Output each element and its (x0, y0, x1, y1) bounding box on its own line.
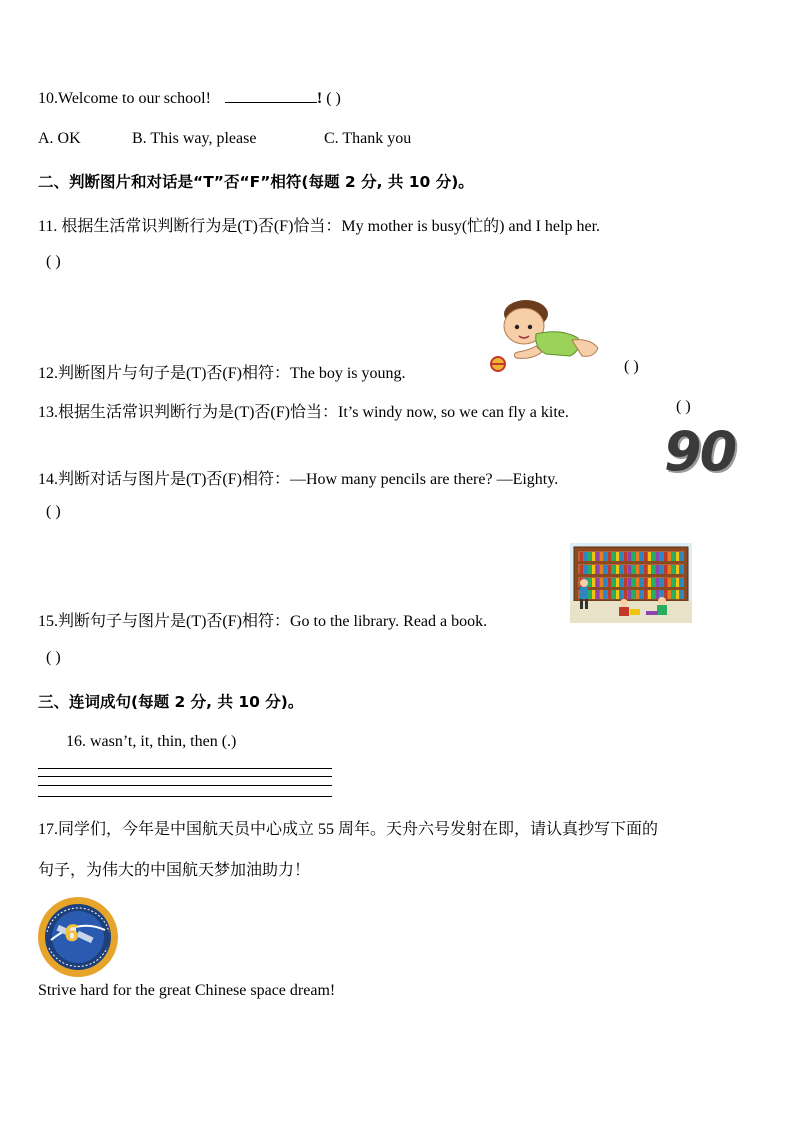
q17-line1: 17.同学们，今年是中国航天员中心成立 55 周年。天舟六号发射在即，请认真抄写下面的 (38, 821, 659, 838)
q13-text: 13.根据生活常识判断行为是(T)否(F)恰当：It’s windy now, so we can fly a kite. (38, 404, 569, 421)
q15-paren[interactable]: ( ) (46, 649, 61, 666)
q13-paren[interactable]: ( ) (676, 398, 691, 415)
q11-paren[interactable]: ( ) (46, 253, 61, 270)
q10-answer-blank[interactable] (225, 88, 317, 103)
q11-text: 11. 根据生活常识判断行为是(T)否(F)恰当：My mother is busy(忙的) and I help her. (38, 218, 601, 235)
q12-text: 12.判断图片与句子是(T)否(F)相符：The boy is young. (38, 365, 406, 382)
number-90-image: 90 (664, 420, 736, 483)
q10-text: Welcome to our school! (58, 90, 211, 107)
q10-exclaim: ! (316, 90, 323, 107)
q14-text: 14.判断对话与图片是(T)否(F)相符：—How many pencils are there? —Eighty. (38, 471, 559, 488)
q10-line (38, 88, 341, 108)
q10-number: 10. (38, 90, 58, 107)
q17-sentence: Strive hard for the great Chinese space dream! (38, 982, 336, 999)
q16-writing-line-4[interactable] (38, 796, 332, 797)
q17-line2: 句子，为伟大的中国航天梦加油助力！ (38, 862, 311, 879)
q16-writing-line-1[interactable] (38, 768, 332, 769)
q10-paren[interactable]: ( ) (326, 90, 341, 107)
crawling-baby-icon (486, 294, 606, 374)
q16-writing-line-2[interactable] (38, 776, 332, 777)
q12-paren[interactable]: ( ) (624, 358, 639, 375)
q14-paren[interactable]: ( ) (46, 503, 61, 520)
q16-writing-line-3[interactable] (38, 785, 332, 786)
q15-text: 15.判断句子与图片是(T)否(F)相符：Go to the library. Read a book. (38, 613, 488, 630)
q16-text: 16. wasn’t, it, thin, then (.) (66, 733, 237, 750)
section3-title: 三、连词成句(每题 2 分, 共 10 分)。 (38, 693, 304, 711)
badge-number-6: 6 (64, 922, 80, 947)
q10-option-c[interactable]: C. Thank you (324, 130, 412, 147)
q10-option-b[interactable]: B. This way, please (132, 130, 257, 147)
section2-title: 二、判断图片和对话是“T”否“F”相符(每题 2 分, 共 10 分)。 (38, 173, 474, 191)
library-icon (570, 543, 692, 623)
q10-option-a[interactable]: A. OK (38, 130, 81, 147)
